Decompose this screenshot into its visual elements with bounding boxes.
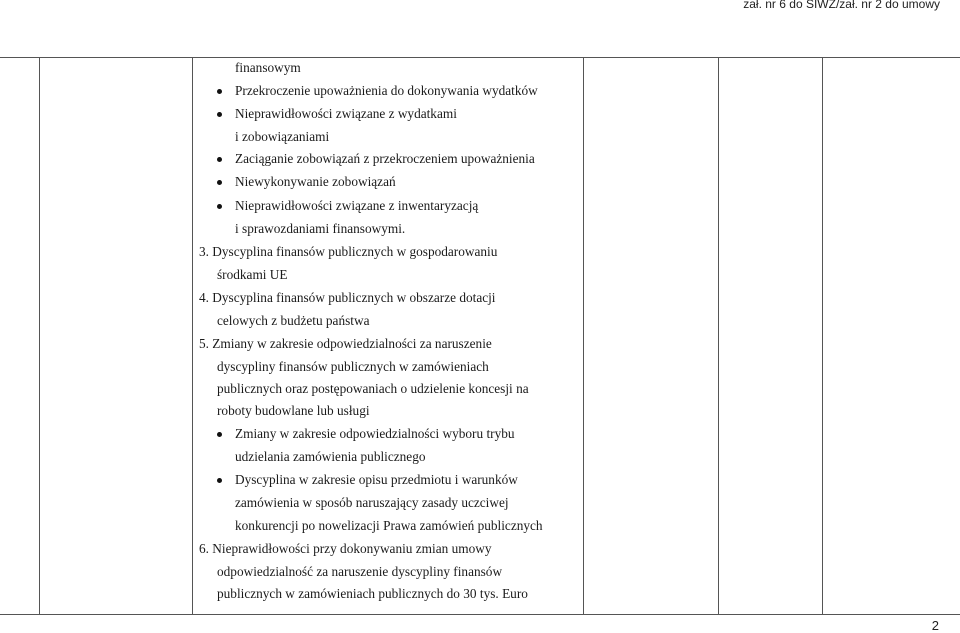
table-top-border <box>0 57 960 58</box>
topic-line: Zaciąganie zobowiązań z przekroczeniem upoważnienia <box>235 151 535 166</box>
column-divider-5 <box>822 57 823 615</box>
bullet-icon <box>217 157 222 162</box>
bullet-icon <box>217 478 222 483</box>
column-divider-1 <box>39 57 40 615</box>
topic-line: Dyscyplina w zakresie opisu przedmiotu i warunków <box>235 472 518 487</box>
numbered-item: 5. Zmiany w zakresie odpowiedzialności za naruszenie <box>199 336 492 351</box>
topic-line: i zobowiązaniami <box>235 129 330 144</box>
column-divider-4 <box>718 57 719 615</box>
topic-line: Przekroczenie upoważnienia do dokonywania wydatków <box>235 83 538 98</box>
topic-line: i sprawozdaniami finansowymi. <box>235 221 406 236</box>
bullet-icon <box>217 112 222 117</box>
topic-line: celowych z budżetu państwa <box>217 313 370 328</box>
topic-line: odpowiedzialność za naruszenie dyscypliny finansów <box>217 564 503 579</box>
topic-line: Zmiany w zakresie odpowiedzialności wyboru trybu <box>235 426 515 441</box>
column-divider-3 <box>583 57 584 615</box>
bullet-icon <box>217 180 222 185</box>
bullet-icon <box>217 89 222 94</box>
topic-line: zamówienia w sposób naruszający zasady uczciwej <box>235 495 509 510</box>
topic-line: publicznych oraz postępowaniach o udzielenie koncesji na <box>217 381 529 396</box>
topic-line: Nieprawidłowości związane z inwentaryzacją <box>235 198 479 213</box>
numbered-item: 3. Dyscyplina finansów publicznych w gospodarowaniu <box>199 244 498 259</box>
topic-line: konkurencji po nowelizacji Prawa zamówień publicznych <box>235 518 543 533</box>
numbered-item: 4. Dyscyplina finansów publicznych w obszarze dotacji <box>199 290 496 305</box>
topic-line: Niewykonywanie zobowiązań <box>235 174 396 189</box>
bullet-icon <box>217 432 222 437</box>
topic-line: publicznych w zamówieniach publicznych do 30 tys. Euro <box>217 586 528 601</box>
topic-line: udzielania zamówienia publicznego <box>235 449 426 464</box>
topic-line: finansowym <box>235 60 301 75</box>
table-bottom-border <box>0 614 960 615</box>
page-number: 2 <box>931 618 939 633</box>
document-reference: zał. nr 6 do SIWZ/zał. nr 2 do umowy <box>743 0 940 11</box>
topic-line: Nieprawidłowości związane z wydatkami <box>235 106 457 121</box>
topic-line: roboty budowlane lub usługi <box>217 403 370 418</box>
topic-line: dyscypliny finansów publicznych w zamówieniach <box>217 359 489 374</box>
topic-line: środkami UE <box>217 267 288 282</box>
bullet-icon <box>217 204 222 209</box>
numbered-item: 6. Nieprawidłowości przy dokonywaniu zmian umowy <box>199 541 492 556</box>
column-divider-2 <box>192 57 193 615</box>
